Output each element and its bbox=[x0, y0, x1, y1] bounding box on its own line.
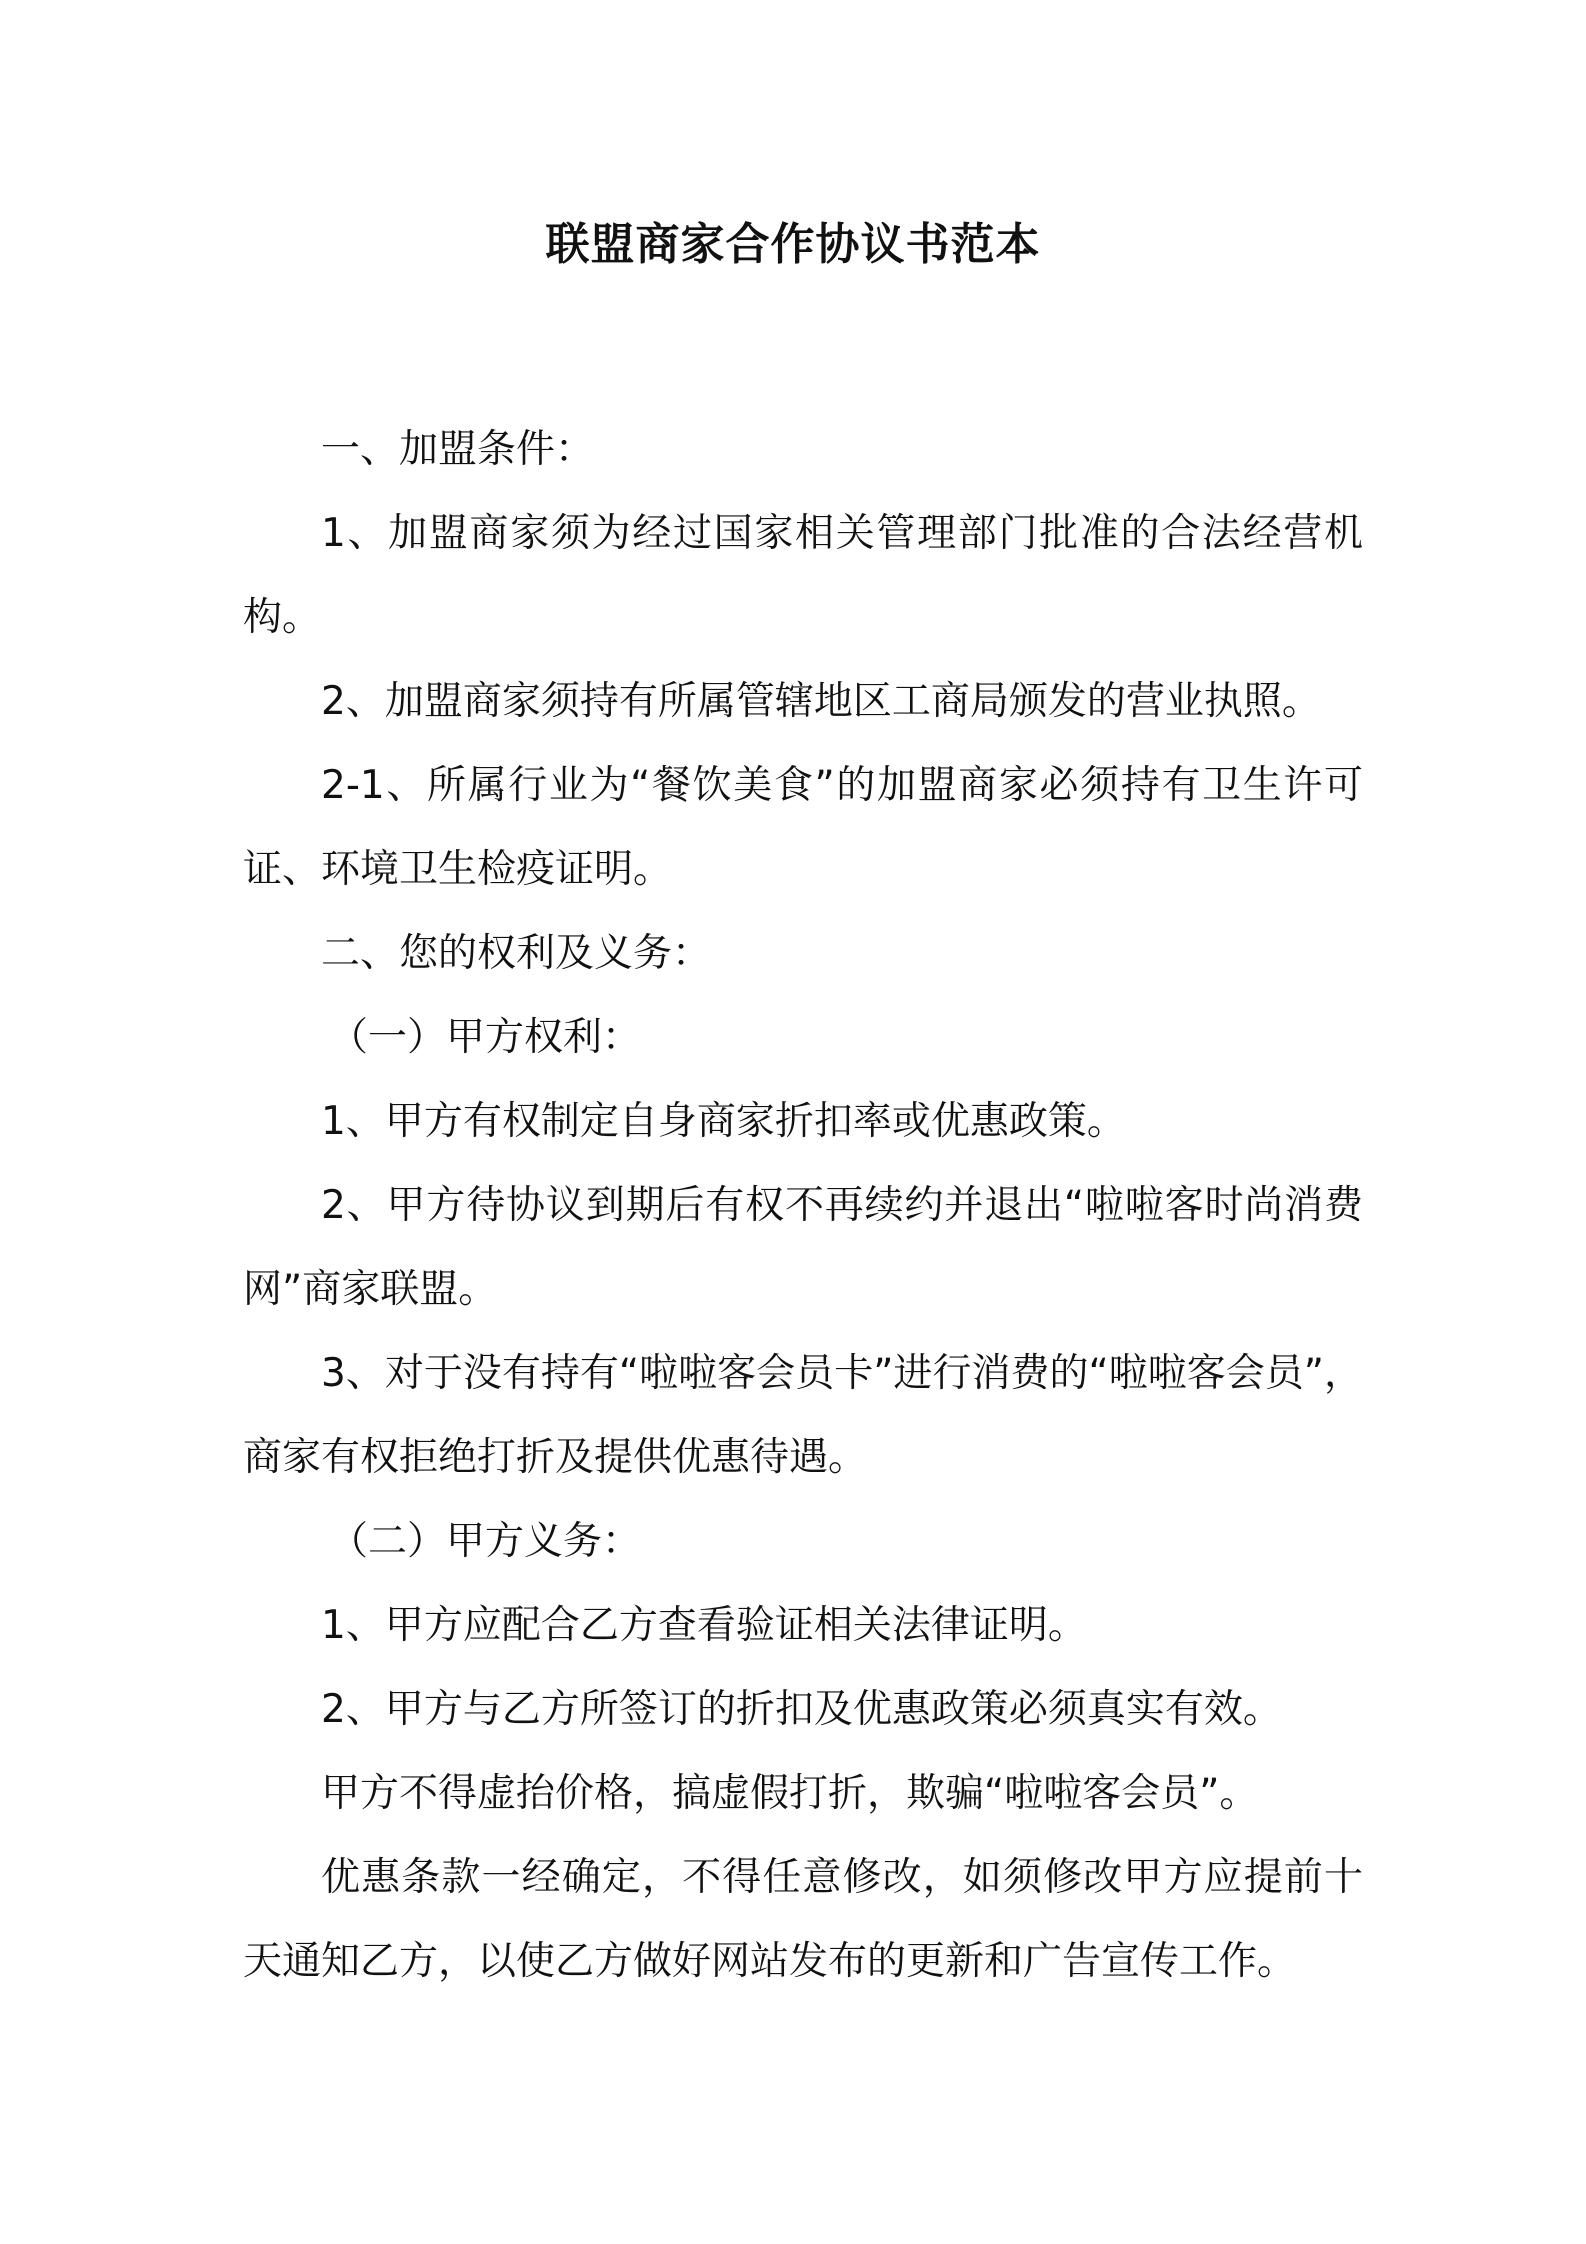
section-heading-join-conditions: 一、加盟条件： bbox=[321, 427, 595, 472]
paragraph-duty-2: 2、甲方与乙方所签订的折扣及优惠政策必须真实有效。 bbox=[321, 1687, 1282, 1732]
paragraph-condition-1: 1、加盟商家须为经过国家相关管理部门批准的合法经营机构。 bbox=[243, 511, 1363, 640]
paragraph-duty-2-note: 甲方不得虚抬价格，搞虚假打折，欺骗“啦啦客会员”。 bbox=[321, 1771, 1259, 1816]
paragraph-duty-1: 1、甲方应配合乙方查看验证相关法律证明。 bbox=[321, 1603, 1087, 1648]
section-heading-rights-duties: 二、您的权利及义务： bbox=[321, 931, 712, 976]
paragraph-right-3: 3、对于没有持有“啦啦客会员卡”进行消费的“啦啦客会员”，商家有权拒绝打折及提供优惠待遇。 bbox=[243, 1351, 1363, 1480]
paragraph-condition-2-1: 2-1、所属行业为“餐饮美食”的加盟商家必须持有卫生许可证、环境卫生检疫证明。 bbox=[243, 763, 1363, 892]
paragraph-condition-2: 2、加盟商家须持有所属管辖地区工商局颁发的营业执照。 bbox=[321, 679, 1321, 724]
paragraph-duty-2-terms: 优惠条款一经确定，不得任意修改，如须修改甲方应提前十天通知乙方，以使乙方做好网站发布的更新和广告宣传工作。 bbox=[243, 1855, 1363, 1984]
document-body bbox=[243, 408, 1363, 2004]
document-title: 联盟商家合作协议书范本 bbox=[545, 219, 1041, 270]
paragraph-right-1: 1、甲方有权制定自身商家折扣率或优惠政策。 bbox=[321, 1099, 1126, 1144]
subsection-heading-party-a-rights: （一）甲方权利： bbox=[329, 1015, 642, 1060]
paragraph-right-2: 2、甲方待协议到期后有权不再续约并退出“啦啦客时尚消费网”商家联盟。 bbox=[243, 1183, 1363, 1312]
subsection-heading-party-a-duties: （二）甲方义务： bbox=[329, 1519, 642, 1564]
